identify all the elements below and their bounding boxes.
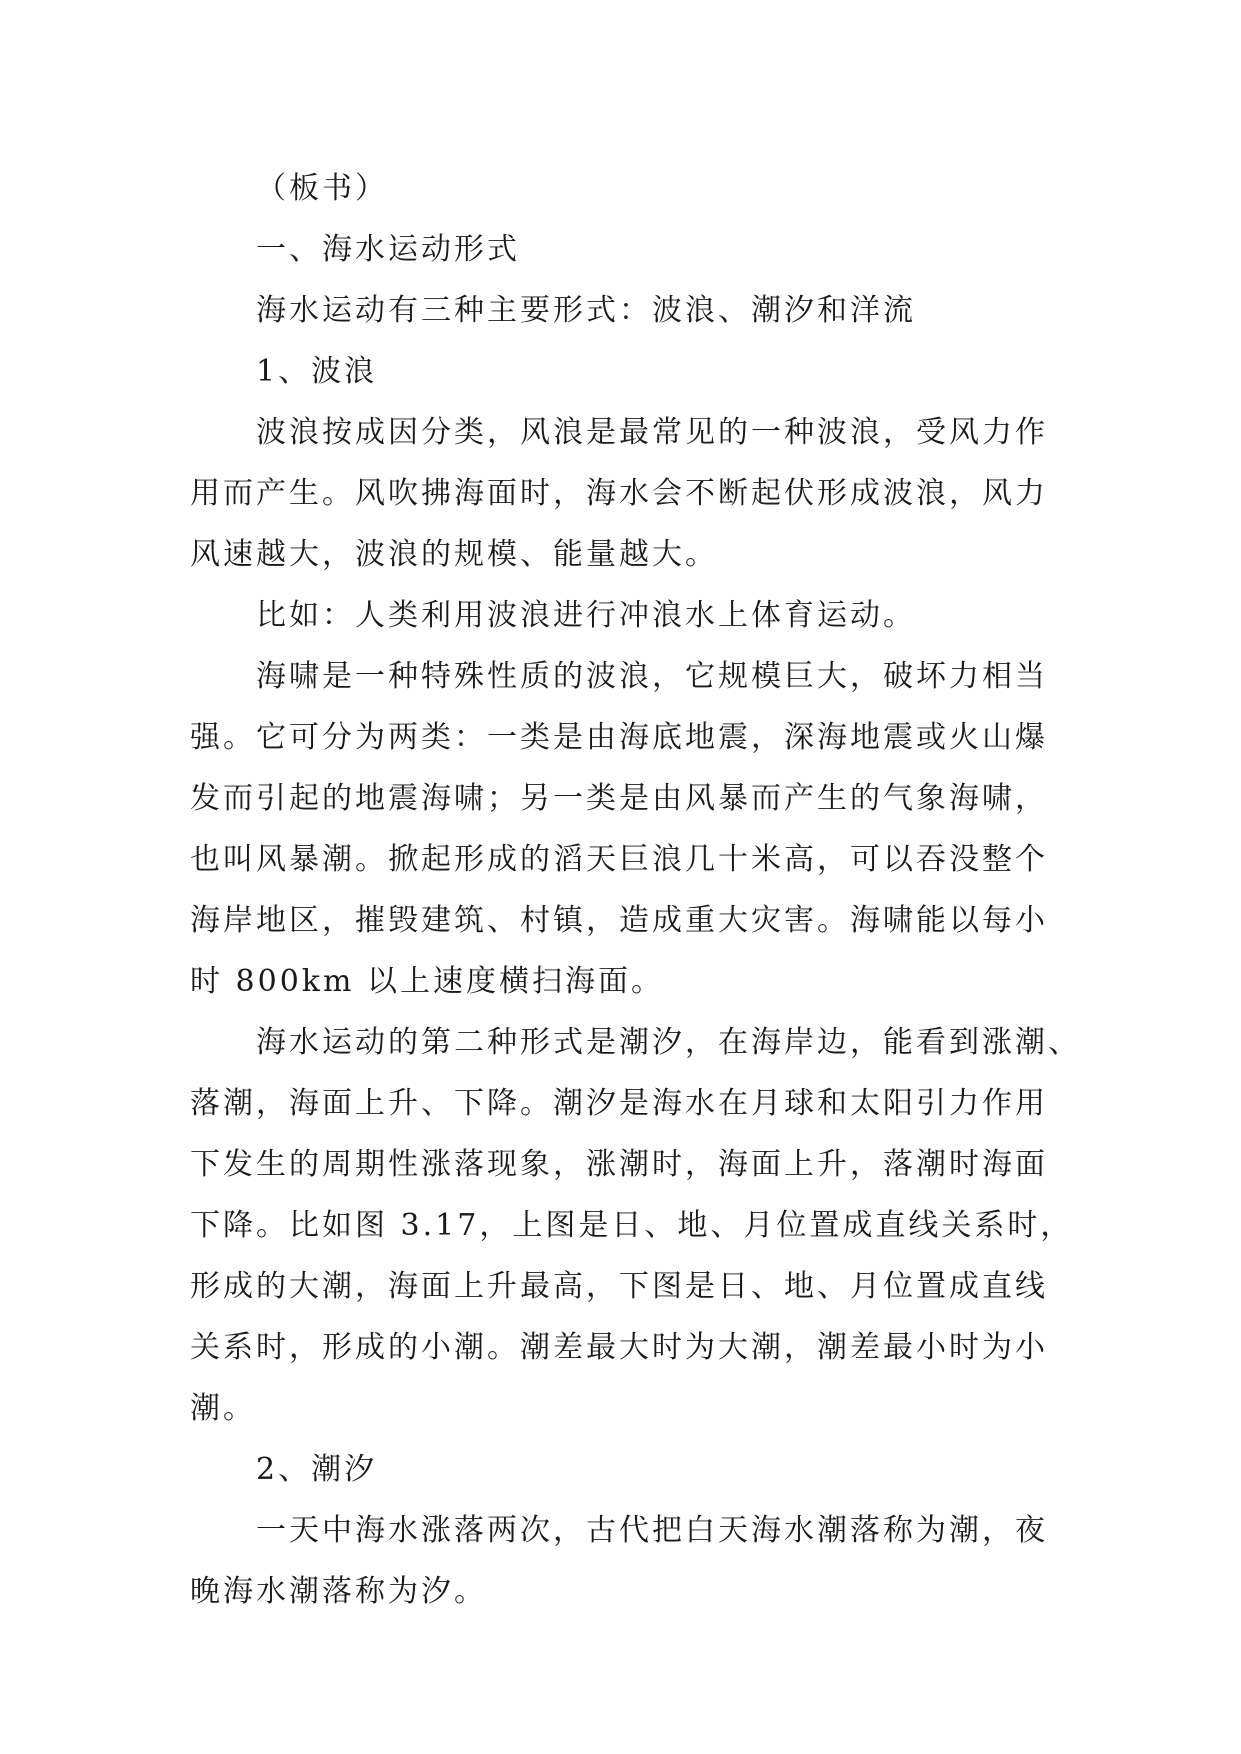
text-line: 落潮，海面上升、下降。潮汐是海水在月球和太阳引力作用 — [190, 1086, 1048, 1121]
text-line: 波浪按成因分类，风浪是最常见的一种波浪，受风力作 — [256, 415, 1048, 450]
text-line: （板书） — [256, 171, 388, 206]
text-line: 下降。比如图 3.17，上图是日、地、月位置成直线关系时， — [190, 1208, 1074, 1243]
text-line: 用而产生。风吹拂海面时，海水会不断起伏形成波浪，风力 — [190, 476, 1048, 511]
text-line: 晚海水潮落称为汐。 — [190, 1574, 487, 1609]
text-line: 风速越大，波浪的规模、能量越大。 — [190, 537, 718, 572]
text-line: 形成的大潮，海面上升最高，下图是日、地、月位置成直线 — [190, 1269, 1048, 1304]
subsection-heading: 2、潮汐 — [256, 1452, 378, 1487]
text-line: 关系时，形成的小潮。潮差最大时为大潮，潮差最小时为小 — [190, 1330, 1048, 1365]
text-line: 海啸是一种特殊性质的波浪，它规模巨大，破坏力相当 — [256, 659, 1048, 694]
text-line: 发而引起的地震海啸；另一类是由风暴而产生的气象海啸， — [190, 781, 1048, 816]
text-line: 海岸地区，摧毁建筑、村镇，造成重大灾害。海啸能以每小 — [190, 903, 1048, 938]
text-line: 下发生的周期性涨落现象，涨潮时，海面上升，落潮时海面 — [190, 1147, 1048, 1182]
text-line: 潮。 — [190, 1391, 256, 1426]
text-line: 海水运动有三种主要形式：波浪、潮汐和洋流 — [256, 293, 916, 328]
text-line: 也叫风暴潮。掀起形成的滔天巨浪几十米高，可以吞没整个 — [190, 842, 1048, 877]
text-line: 强。它可分为两类：一类是由海底地震，深海地震或火山爆 — [190, 720, 1048, 755]
text-line: 比如：人类利用波浪进行冲浪水上体育运动。 — [256, 598, 916, 633]
text-line: 时 800km 以上速度横扫海面。 — [190, 964, 664, 999]
section-heading: 一、海水运动形式 — [256, 232, 520, 267]
text-line: 一天中海水涨落两次，古代把白天海水潮落称为潮，夜 — [256, 1513, 1048, 1548]
subsection-heading: 1、波浪 — [256, 354, 378, 389]
text-line: 海水运动的第二种形式是潮汐，在海岸边，能看到涨潮、 — [256, 1025, 1081, 1060]
document-body — [190, 158, 1081, 1622]
